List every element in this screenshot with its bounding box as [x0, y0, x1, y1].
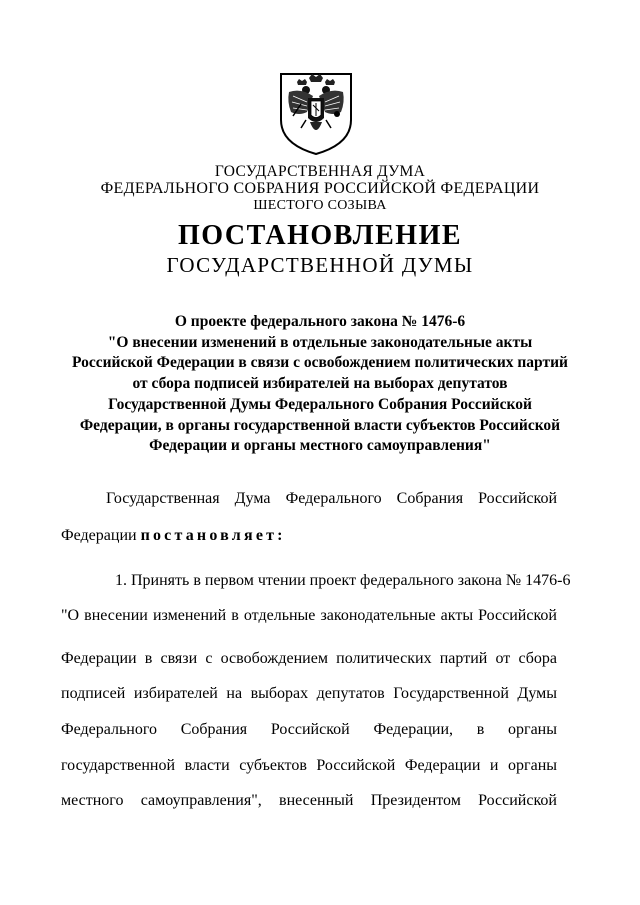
- subject-line: Государственной Думы Федерального Собрания Российской: [108, 395, 532, 413]
- subject-line: Российской Федерации в связи с освобождением политических партий: [72, 354, 568, 372]
- item1-line: [61, 649, 557, 669]
- item1-text: 1. Принять в первом чтении проект федерального закона № 1476-6: [115, 572, 571, 589]
- item1-text: местного самоуправления", внесенный Президентом Российской: [61, 792, 557, 809]
- item1-text: государственной власти субъектов Российской Федерации и органы: [61, 757, 557, 774]
- preamble-line-1: [61, 489, 557, 509]
- subject-line: "О внесении изменений в отдельные законодательные акты: [107, 333, 533, 351]
- header-line-3: ШЕСТОГО СОЗЫВА: [253, 198, 387, 213]
- item1-line: [61, 571, 571, 591]
- preamble-text: Государственная Дума Федерального Собрания Российской: [106, 490, 557, 507]
- item1-line: [61, 606, 557, 626]
- preamble-line-2: [61, 526, 557, 546]
- subject-line: Федерации, в органы государственной власти субъектов Российской: [79, 416, 561, 434]
- item1-line: [61, 791, 557, 811]
- header-line-1: ГОСУДАРСТВЕННАЯ ДУМА: [214, 163, 426, 180]
- subject-line: Федерации и органы местного самоуправления": [149, 437, 491, 455]
- russian-coat-of-arms-icon: [273, 68, 359, 156]
- header-line-2: ФЕДЕРАЛЬНОГО СОБРАНИЯ РОССИЙСКОЙ ФЕДЕРАЦИИ: [100, 180, 540, 197]
- document-subtitle: ГОСУДАРСТВЕННОЙ ДУМЫ: [166, 253, 474, 277]
- subject-line: О проекте федерального закона № 1476-6: [174, 313, 466, 330]
- preamble-text: Федерации: [61, 527, 141, 544]
- item1-text: подписей избирателей на выборах депутатов Государственной Думы: [61, 685, 557, 702]
- item1-line: [61, 756, 557, 776]
- item1-line: [61, 684, 557, 704]
- item1-text: "О внесении изменений в отдельные законодательные акты Российской: [61, 607, 557, 624]
- document-title: ПОСТАНОВЛЕНИЕ: [177, 220, 463, 251]
- item1-text: Федерального Собрания Российской Федерации, в органы: [61, 721, 557, 738]
- subject-heading: [60, 312, 580, 457]
- item1-line: [61, 720, 557, 740]
- item1-text: Федерации в связи с освобождением политических партий от сбора: [61, 650, 557, 667]
- subject-line: от сбора подписей избирателей на выборах депутатов: [132, 375, 508, 393]
- resolution-verb: постановляет:: [140, 527, 286, 544]
